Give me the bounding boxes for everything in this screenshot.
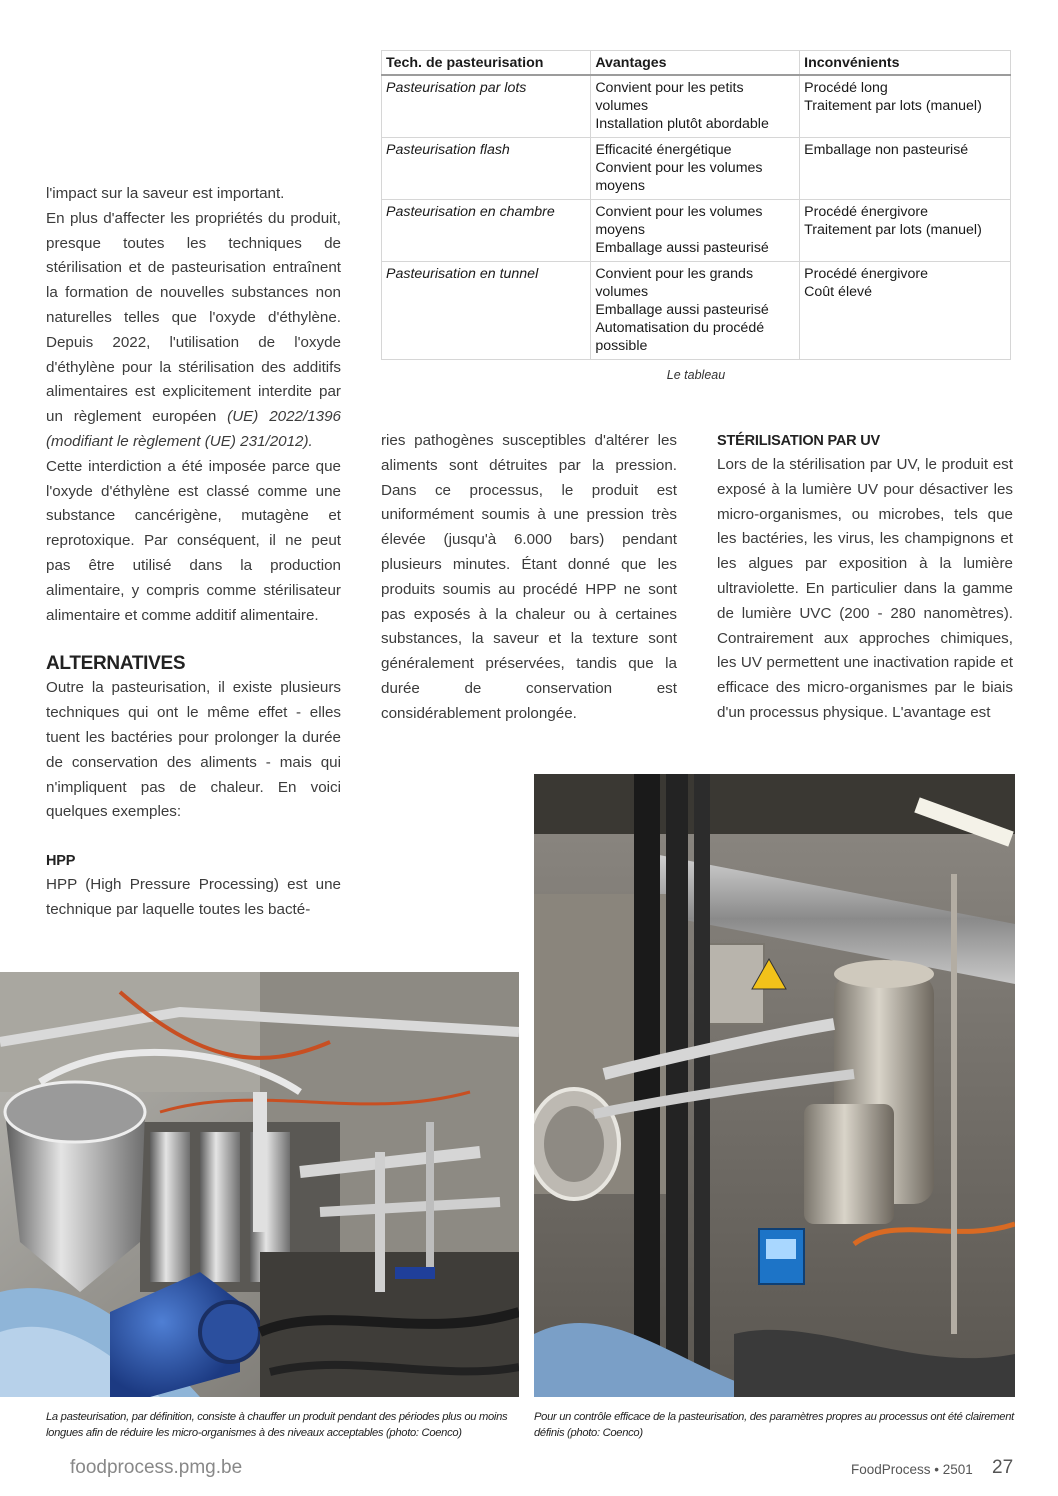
footer-magazine-issue: FoodProcess • 2501: [851, 1462, 973, 1477]
column-left: [46, 182, 341, 923]
section-heading-hpp: HPP: [46, 853, 76, 870]
table-cell-cons: [800, 75, 1011, 138]
paragraph: HPP (High Pressure Processing) est une technique par laquelle toutes les bacté-: [46, 876, 341, 918]
pro-line: Convient pour les volumes: [595, 159, 763, 176]
section-heading-alternatives: ALTERNATIVES: [46, 653, 186, 675]
table-cell-tech: Pasteurisation flash: [382, 137, 591, 199]
header-avantages: Avantages: [591, 51, 800, 75]
pasteurisation-table: [381, 50, 1011, 360]
right-photo-caption: Pour un contrôle efficace de la pasteurisation, des paramètres propres au processus ont été clairement définis (photo: Coenco): [534, 1411, 1014, 1439]
table-cell-pros: [591, 75, 800, 138]
pro-line: Automatisation du procédé: [595, 319, 765, 336]
paragraph: Cette interdiction a été imposée parce que l'oxyde d'éthylène est classé comme une substance cancérigène, mutagène et reprotoxique. Par conséquent, il ne peut pas être utilisé dans la production alimentaire, y compris comme stérilisateur alimentaire et comme additif alimentaire.: [46, 457, 341, 624]
con-line: Procédé énergivore: [804, 265, 928, 282]
header-tech: Tech. de pasteurisation: [382, 51, 591, 75]
header-inconvenients: Inconvénients: [800, 51, 1011, 75]
con-line: Traitement par lots (manuel): [804, 221, 982, 238]
table-row: [382, 137, 1011, 199]
table-caption: Le tableau: [666, 368, 726, 382]
table-cell-pros: [591, 199, 800, 261]
installation-illustration: [534, 774, 1015, 1397]
con-line: Traitement par lots (manuel): [804, 97, 982, 114]
table-cell-cons: [800, 137, 1011, 199]
table-cell-pros: [591, 137, 800, 199]
left-photo-caption: La pasteurisation, par définition, consiste à chauffer un produit pendant des périodes plus ou moins longues afin de réduire les micro-organismes à des niveaux acceptables (photo: Coenco): [46, 1411, 508, 1439]
paragraph-text: En plus d'affecter les propriétés du produit, presque toutes les techniques de stérilisation et de pasteurisation entraînent la formation de nouvelles substances non naturelles telles que l'oxyde d'éthylène. Depuis 2022, l'utilisation de l'oxyde d'éthylène pour la stérilisation des additifs alimentaires est explicitement interdite par un règlement européen: [46, 209, 341, 426]
photo-pasteurisation-installation: [534, 774, 1015, 1397]
pro-line: Convient pour les volumes: [595, 203, 763, 220]
table-cell-pros: [591, 261, 800, 359]
paragraph: [46, 207, 341, 455]
pro-line: moyens: [595, 221, 645, 238]
paragraph: ries pathogènes susceptibles d'altérer les aliments sont détruites par la pression. Dans ce processus, le produit est uniformément soumis à une pression très élevée (jusqu'à 6.000 bars) pendant plusieurs minutes. Étant donné que les produits soumis au procédé HPP ne sont pas exposés à la chaleur ou à certaines substances, la saveur et la texture sont généralement préservées, tandis que la durée de conservation est considérablement prolongée.: [381, 432, 677, 722]
pro-line: possible: [595, 337, 648, 354]
pro-line: volumes: [595, 283, 649, 300]
table-row: [382, 199, 1011, 261]
page-number: 27: [992, 1457, 1014, 1478]
photo-pasteurisation-equipment: [0, 972, 519, 1397]
footer-website-link[interactable]: foodprocess.pmg.be: [70, 1457, 243, 1478]
pro-line: volumes: [595, 97, 649, 114]
table-cell-tech: Pasteurisation en tunnel: [382, 261, 591, 359]
table-cell-cons: [800, 261, 1011, 359]
pro-line: Convient pour les grands: [595, 265, 754, 282]
comparison-table: [381, 50, 1011, 360]
pro-line: Emballage aussi pasteurisé: [595, 301, 769, 318]
con-line: Coût élevé: [804, 283, 872, 300]
regulation-reference: (UE) 2022/1396 (modifiant le règlement (UE) 231/2012).: [46, 408, 341, 450]
table-row: [382, 75, 1011, 138]
pro-line: Convient pour les petits: [595, 79, 744, 96]
paragraph: Outre la pasteurisation, il existe plusieurs techniques qui ont le même effet - elles tuent les bactéries pour prolonger la durée de conservation des aliments - mais qui n'impliquent pas de chaleur. En voici quelques exemples:: [46, 679, 341, 821]
table-row: [382, 261, 1011, 359]
table-header-row: [382, 51, 1011, 75]
equipment-illustration: [0, 972, 519, 1397]
paragraph: Lors de la stérilisation par UV, le produit est exposé à la lumière UV pour désactiver les micro-organismes, ou microbes, tels que les bactéries, les virus, les champignons et les algues par exposition à la lumière ultraviolette. En particulier dans la gamme de lumière UVC (200 - 280 nanomètres). Contrairement aux approches chimiques, les UV permettent une inactivation rapide et efficace des micro-organismes par le biais d'un processus physique. L'avantage est: [717, 456, 1013, 721]
table-cell-tech: Pasteurisation en chambre: [382, 199, 591, 261]
column-right: [717, 429, 1013, 726]
con-line: Procédé long: [804, 79, 888, 96]
con-line: Emballage non pasteurisé: [804, 141, 969, 158]
pro-line: Installation plutôt abordable: [595, 115, 769, 132]
table-cell-tech: Pasteurisation par lots: [382, 75, 591, 138]
con-line: Procédé énergivore: [804, 203, 928, 220]
paragraph: l'impact sur la saveur est important.: [46, 185, 285, 202]
table-cell-cons: [800, 199, 1011, 261]
pro-line: moyens: [595, 177, 645, 194]
column-middle: [381, 429, 677, 727]
section-heading-uv: STÉRILISATION PAR UV: [717, 433, 881, 449]
pro-line: Emballage aussi pasteurisé: [595, 239, 769, 256]
pro-line: Efficacité énergétique: [595, 141, 732, 158]
